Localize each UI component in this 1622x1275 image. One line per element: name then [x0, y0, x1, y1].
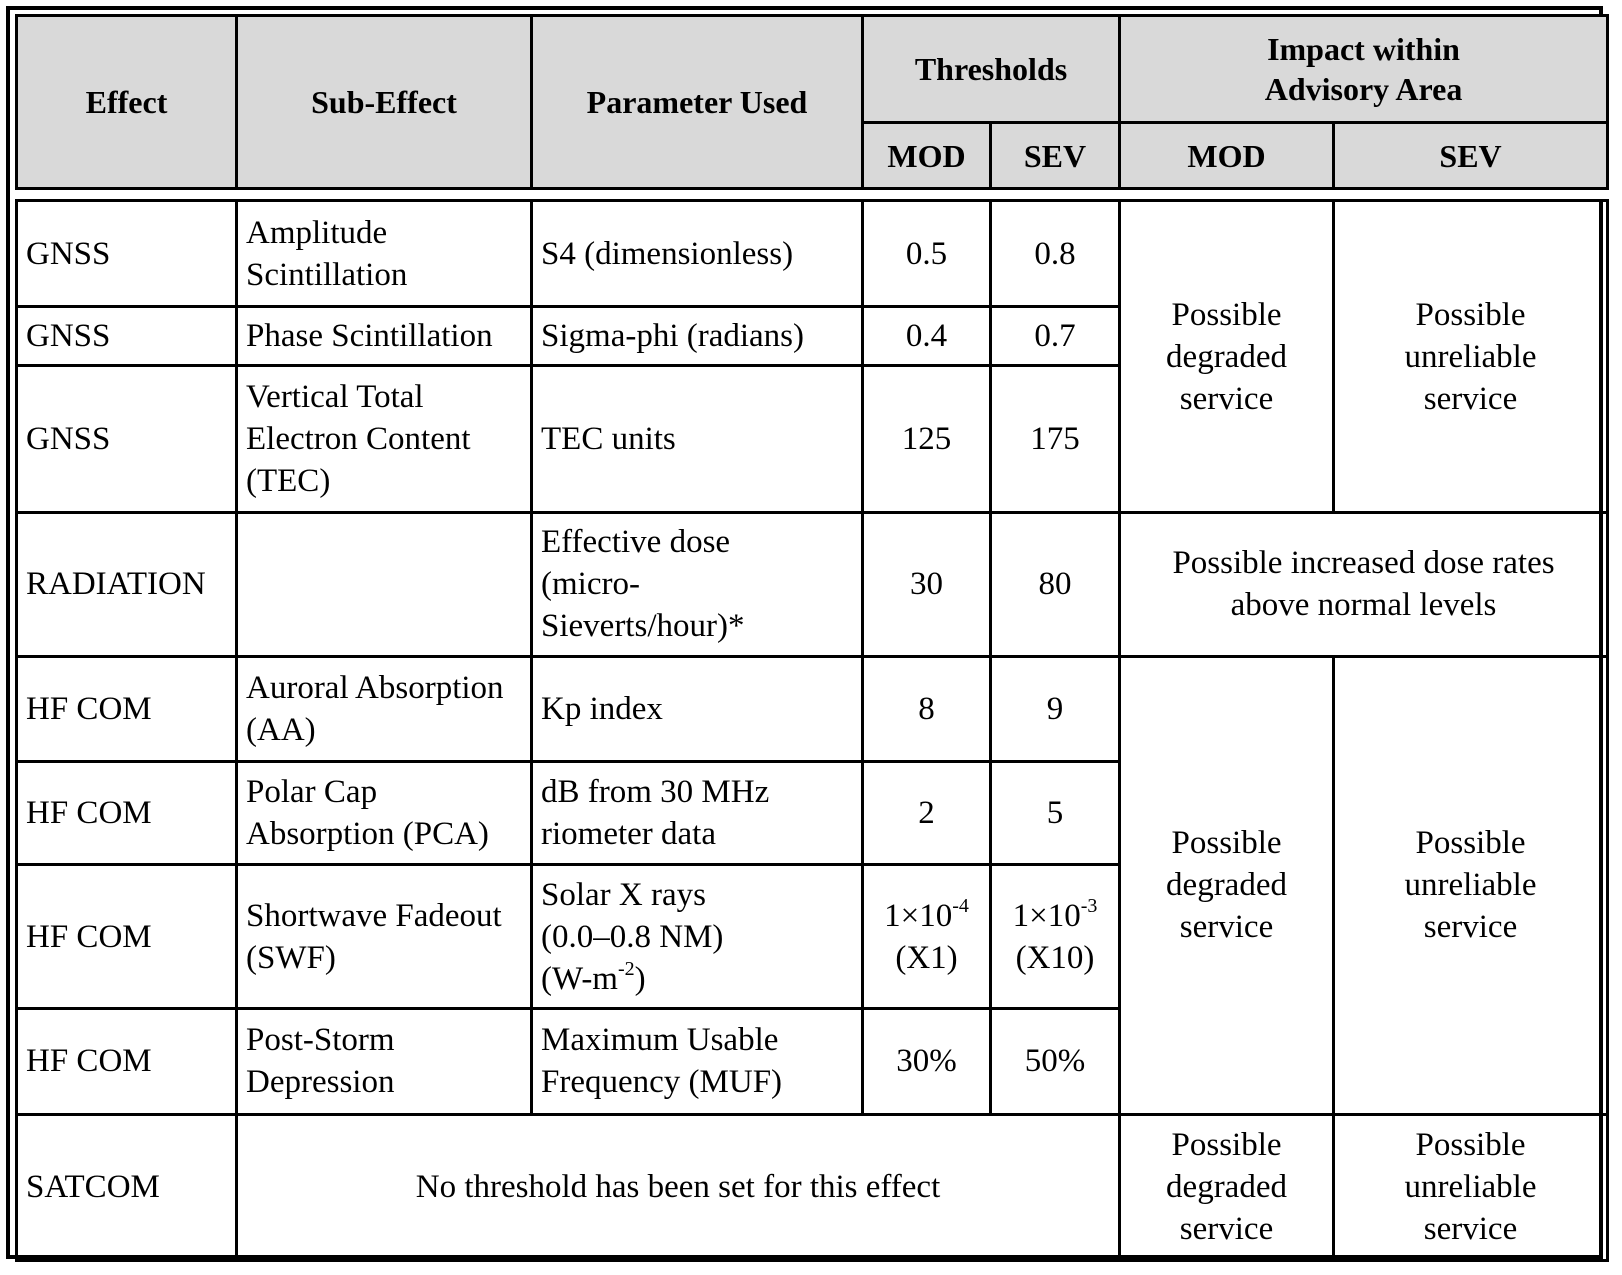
space-weather-thresholds-table — [15, 14, 1609, 1262]
impact-mod-text: Possible degraded service — [1166, 825, 1287, 946]
parameter-text: Effective dose (micro-Sieverts/hour)* — [541, 524, 745, 645]
mod-threshold-cell: 8 — [863, 656, 991, 761]
header-threshold-sev: SEV — [991, 123, 1120, 189]
sev-threshold-cell — [991, 865, 1120, 1009]
impact-sev-text: Possible unreliable service — [1404, 1127, 1537, 1248]
table-row — [17, 656, 1608, 761]
impact-mod-text: Possible degraded service — [1166, 1127, 1287, 1248]
sev-threshold-cell: 0.7 — [991, 306, 1120, 366]
sub-effect-cell: Phase Scintillation — [237, 306, 532, 366]
header-sub-effect: Sub-Effect — [237, 16, 532, 189]
impact-sev-cell — [1334, 1114, 1608, 1260]
mod-threshold-cell: 125 — [863, 366, 991, 512]
mod-threshold-cell: 0.4 — [863, 306, 991, 366]
mod-threshold-exponent: -4 — [952, 894, 969, 917]
effect-cell: HF COM — [17, 762, 237, 865]
header-effect: Effect — [17, 16, 237, 189]
table-row — [17, 1114, 1608, 1260]
mod-threshold-base: 1×10 — [884, 897, 953, 934]
effect-cell: GNSS — [17, 201, 237, 306]
sub-effect-cell — [237, 762, 532, 865]
sub-effect-cell — [237, 1009, 532, 1114]
impact-sev-cell — [1334, 201, 1608, 512]
parameter-cell — [532, 1009, 863, 1114]
sev-threshold-base: 1×10 — [1012, 897, 1081, 934]
parameter-text: Maximum Usable Frequency (MUF) — [541, 1022, 783, 1101]
sev-threshold-cell: 50% — [991, 1009, 1120, 1114]
impact-mod-cell — [1120, 201, 1334, 512]
impact-mod-text: Possible degraded service — [1166, 296, 1287, 417]
header-threshold-mod: MOD — [863, 123, 991, 189]
mod-threshold-cell: 2 — [863, 762, 991, 865]
sev-threshold-cell: 175 — [991, 366, 1120, 512]
impact-sev-cell — [1334, 656, 1608, 1114]
header-separator — [17, 189, 1608, 201]
effect-cell: RADIATION — [17, 512, 237, 656]
effect-cell: GNSS — [17, 366, 237, 512]
header-parameter-used: Parameter Used — [532, 16, 863, 189]
impact-mod-cell — [1120, 656, 1334, 1114]
sub-effect-cell — [237, 656, 532, 761]
mod-threshold-class: (X1) — [895, 939, 958, 976]
mod-threshold-cell: 30 — [863, 512, 991, 656]
effect-cell: SATCOM — [17, 1114, 237, 1260]
parameter-cell — [532, 512, 863, 656]
header-impact-mod: MOD — [1120, 123, 1334, 189]
parameter-unit-close: ) — [634, 960, 646, 997]
sev-threshold-cell: 9 — [991, 656, 1120, 761]
sub-effect-text: Vertical Total Electron Content (TEC) — [246, 379, 471, 500]
parameter-line-1: Solar X rays — [541, 876, 706, 913]
effect-cell: HF COM — [17, 865, 237, 1009]
sev-threshold-cell: 80 — [991, 512, 1120, 656]
impact-sev-text: Possible unreliable service — [1404, 825, 1537, 946]
effect-cell: GNSS — [17, 306, 237, 366]
mod-threshold-value — [864, 895, 989, 937]
parameter-cell: TEC units — [532, 366, 863, 512]
sub-effect-cell: Amplitude Scintillation — [237, 201, 532, 306]
sub-effect-text: Shortwave Fadeout (SWF) — [246, 897, 502, 976]
header-impact-label: Impact within Advisory Area — [1264, 31, 1463, 108]
parameter-cell — [532, 865, 863, 1009]
parameter-cell: S4 (dimensionless) — [532, 201, 863, 306]
header-impact-sev: SEV — [1334, 123, 1608, 189]
impact-combined-cell — [1120, 512, 1608, 656]
mod-threshold-cell: 30% — [863, 1009, 991, 1114]
mod-threshold-cell: 0.5 — [863, 201, 991, 306]
sev-threshold-cell: 0.8 — [991, 201, 1120, 306]
sub-effect-cell — [237, 512, 532, 656]
parameter-cell — [532, 762, 863, 865]
no-threshold-note: No threshold has been set for this effect — [237, 1114, 1120, 1260]
mod-threshold-cell — [863, 865, 991, 1009]
sev-threshold-value — [992, 895, 1118, 937]
sev-threshold-cell: 5 — [991, 762, 1120, 865]
header-impact — [1120, 16, 1608, 123]
table-row — [17, 201, 1608, 306]
effect-cell: HF COM — [17, 1009, 237, 1114]
sub-effect-cell — [237, 865, 532, 1009]
impact-combined-text: Possible increased dose rates above normal levels — [1172, 545, 1555, 624]
table-row — [17, 512, 1608, 656]
parameter-line-3 — [541, 958, 861, 1000]
parameter-cell: Sigma-phi (radians) — [532, 306, 863, 366]
effect-cell: HF COM — [17, 656, 237, 761]
sev-threshold-class: (X10) — [1015, 939, 1095, 976]
sub-effect-text: Auroral Absorption (AA) — [246, 670, 504, 749]
sub-effect-text: Post-Storm Depression — [246, 1022, 395, 1101]
sub-effect-cell — [237, 366, 532, 512]
parameter-unit-exponent: -2 — [617, 957, 635, 980]
sub-effect-text: Polar Cap Absorption (PCA) — [246, 774, 489, 853]
impact-sev-text: Possible unreliable service — [1404, 296, 1537, 417]
impact-mod-cell — [1120, 1114, 1334, 1260]
parameter-unit-base: (W-m — [541, 960, 618, 997]
sev-threshold-exponent: -3 — [1080, 894, 1098, 917]
parameter-line-2: (0.0–0.8 NM) — [541, 918, 724, 955]
parameter-cell: Kp index — [532, 656, 863, 761]
header-thresholds: Thresholds — [863, 16, 1120, 123]
parameter-text: dB from 30 MHz riometer data — [541, 774, 770, 853]
